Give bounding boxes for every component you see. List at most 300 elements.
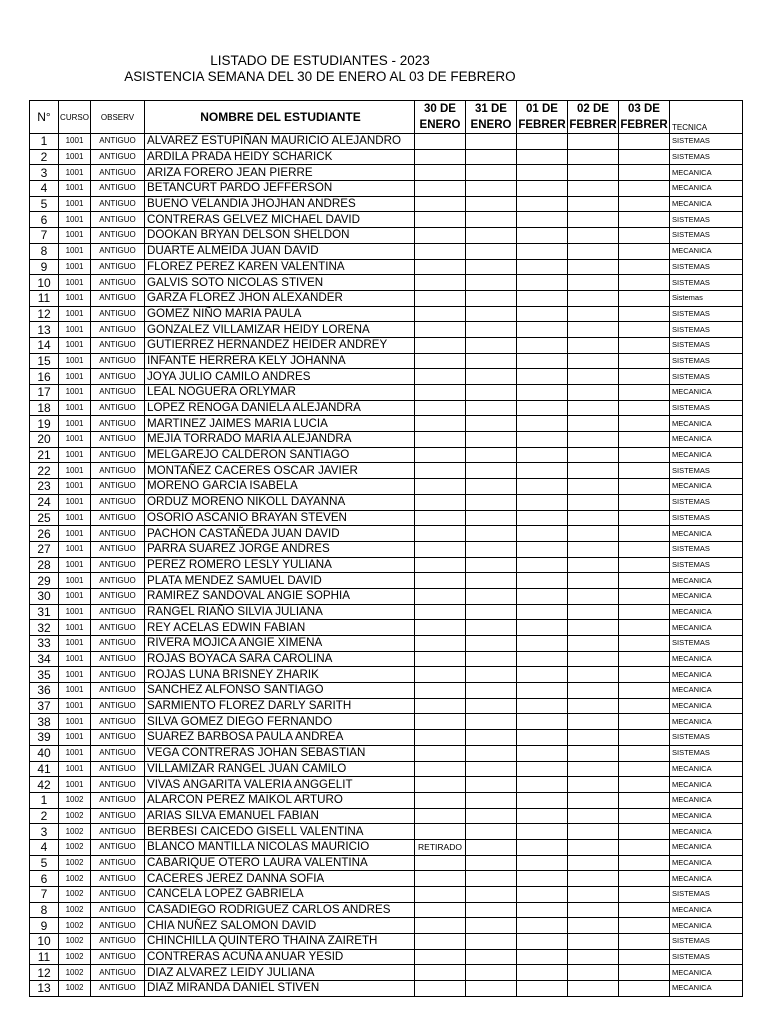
row-attendance-day-4 (568, 949, 619, 965)
row-attendance-day-5 (619, 369, 670, 385)
row-attendance-day-2 (466, 416, 517, 432)
row-attendance-day-3 (517, 243, 568, 259)
row-attendance-day-4 (568, 416, 619, 432)
row-curso: 1001 (59, 400, 91, 416)
row-curso: 1001 (59, 745, 91, 761)
row-attendance-day-4 (568, 181, 619, 197)
row-attendance-day-5 (619, 557, 670, 573)
row-observ: ANTIGUO (91, 290, 145, 306)
row-attendance-day-3 (517, 965, 568, 981)
row-number: 27 (30, 541, 59, 557)
row-tecnica: SISTEMAS (670, 510, 743, 526)
row-attendance-day-3 (517, 745, 568, 761)
row-curso: 1002 (59, 808, 91, 824)
row-attendance-day-1 (415, 730, 466, 746)
row-number: 9 (30, 918, 59, 934)
table-row (30, 714, 743, 730)
row-attendance-day-5 (619, 228, 670, 244)
row-tecnica: SISTEMAS (670, 494, 743, 510)
row-attendance-day-4 (568, 636, 619, 652)
row-observ: ANTIGUO (91, 902, 145, 918)
column-header-day-4 (568, 101, 619, 134)
row-curso: 1001 (59, 620, 91, 636)
row-attendance-day-3 (517, 871, 568, 887)
row-curso: 1002 (59, 934, 91, 950)
table-row (30, 636, 743, 652)
row-number: 2 (30, 808, 59, 824)
row-tecnica: MECANICA (670, 479, 743, 495)
row-tecnica: MECANICA (670, 761, 743, 777)
page-title: LISTADO DE ESTUDIANTES - 2023 (210, 53, 430, 68)
row-number: 8 (30, 902, 59, 918)
row-attendance-day-1 (415, 494, 466, 510)
row-tecnica: MECANICA (670, 620, 743, 636)
row-attendance-day-5 (619, 620, 670, 636)
row-tecnica: SISTEMAS (670, 887, 743, 903)
column-header-number: N° (30, 101, 59, 134)
row-attendance-day-5 (619, 447, 670, 463)
row-student-name: PARRA SUAREZ JORGE ANDRES (145, 541, 415, 557)
table-row (30, 761, 743, 777)
row-curso: 1001 (59, 447, 91, 463)
row-number: 3 (30, 824, 59, 840)
row-attendance-day-5 (619, 259, 670, 275)
row-number: 17 (30, 385, 59, 401)
row-number: 8 (30, 243, 59, 259)
row-attendance-day-3 (517, 165, 568, 181)
row-student-name: MELGAREJO CALDERON SANTIAGO (145, 447, 415, 463)
row-number: 14 (30, 337, 59, 353)
row-number: 4 (30, 839, 59, 855)
row-attendance-day-4 (568, 588, 619, 604)
row-attendance-day-1 (415, 510, 466, 526)
row-student-name: CANCELA LOPEZ GABRIELA (145, 887, 415, 903)
row-number: 16 (30, 369, 59, 385)
day-label-top: 30 DE (424, 103, 456, 115)
row-observ: ANTIGUO (91, 510, 145, 526)
table-row (30, 479, 743, 495)
row-tecnica: SISTEMAS (670, 275, 743, 291)
row-attendance-day-3 (517, 400, 568, 416)
row-attendance-day-3 (517, 588, 568, 604)
row-attendance-day-1 (415, 981, 466, 997)
column-header-curso: CURSO (59, 101, 91, 134)
row-observ: ANTIGUO (91, 808, 145, 824)
row-number: 32 (30, 620, 59, 636)
row-attendance-day-1 (415, 824, 466, 840)
row-observ: ANTIGUO (91, 777, 145, 793)
column-header-day-1 (415, 101, 466, 134)
row-student-name: DOOKAN BRYAN DELSON SHELDON (145, 228, 415, 244)
row-student-name: SARMIENTO FLOREZ DARLY SARITH (145, 698, 415, 714)
row-attendance-day-5 (619, 353, 670, 369)
table-row (30, 981, 743, 997)
row-attendance-day-3 (517, 369, 568, 385)
row-curso: 1001 (59, 714, 91, 730)
row-attendance-day-5 (619, 290, 670, 306)
row-curso: 1001 (59, 557, 91, 573)
row-curso: 1002 (59, 792, 91, 808)
table-row (30, 447, 743, 463)
row-attendance-day-4 (568, 322, 619, 338)
row-observ: ANTIGUO (91, 636, 145, 652)
row-number: 28 (30, 557, 59, 573)
row-curso: 1001 (59, 134, 91, 150)
row-curso: 1001 (59, 573, 91, 589)
row-number: 34 (30, 651, 59, 667)
row-attendance-day-2 (466, 918, 517, 934)
row-attendance-day-2 (466, 887, 517, 903)
row-attendance-day-3 (517, 839, 568, 855)
row-attendance-day-1 (415, 149, 466, 165)
row-attendance-day-1 (415, 322, 466, 338)
row-student-name: GUTIERREZ HERNANDEZ HEIDER ANDREY (145, 337, 415, 353)
row-attendance-day-1 (415, 934, 466, 950)
row-curso: 1001 (59, 541, 91, 557)
row-attendance-day-2 (466, 745, 517, 761)
row-attendance-day-4 (568, 447, 619, 463)
row-tecnica: MECANICA (670, 385, 743, 401)
row-attendance-day-2 (466, 447, 517, 463)
row-tecnica: SISTEMAS (670, 369, 743, 385)
row-tecnica: SISTEMAS (670, 934, 743, 950)
row-attendance-day-3 (517, 761, 568, 777)
row-curso: 1001 (59, 698, 91, 714)
row-attendance-day-4 (568, 777, 619, 793)
row-observ: ANTIGUO (91, 275, 145, 291)
row-observ: ANTIGUO (91, 557, 145, 573)
row-tecnica: MECANICA (670, 792, 743, 808)
table-row (30, 573, 743, 589)
row-attendance-day-2 (466, 149, 517, 165)
row-number: 5 (30, 196, 59, 212)
row-attendance-day-3 (517, 651, 568, 667)
row-attendance-day-3 (517, 212, 568, 228)
row-observ: ANTIGUO (91, 400, 145, 416)
row-attendance-day-4 (568, 651, 619, 667)
table-row (30, 541, 743, 557)
row-number: 21 (30, 447, 59, 463)
day-label-top: 31 DE (475, 103, 507, 115)
row-observ: ANTIGUO (91, 385, 145, 401)
row-curso: 1001 (59, 228, 91, 244)
row-attendance-day-1 (415, 400, 466, 416)
row-observ: ANTIGUO (91, 337, 145, 353)
row-observ: ANTIGUO (91, 965, 145, 981)
row-attendance-day-4 (568, 761, 619, 777)
row-attendance-day-4 (568, 275, 619, 291)
row-attendance-day-2 (466, 212, 517, 228)
row-number: 7 (30, 228, 59, 244)
row-number: 42 (30, 777, 59, 793)
row-attendance-day-2 (466, 306, 517, 322)
row-number: 41 (30, 761, 59, 777)
row-student-name: MARTINEZ JAIMES MARIA LUCIA (145, 416, 415, 432)
row-attendance-day-1 (415, 651, 466, 667)
row-attendance-day-1 (415, 887, 466, 903)
table-row (30, 667, 743, 683)
row-attendance-day-1 (415, 165, 466, 181)
row-curso: 1001 (59, 463, 91, 479)
row-curso: 1001 (59, 416, 91, 432)
row-student-name: PLATA MENDEZ SAMUEL DAVID (145, 573, 415, 589)
row-attendance-day-2 (466, 134, 517, 150)
row-observ: ANTIGUO (91, 463, 145, 479)
row-curso: 1001 (59, 259, 91, 275)
row-attendance-day-4 (568, 714, 619, 730)
row-attendance-day-5 (619, 385, 670, 401)
table-row (30, 259, 743, 275)
row-attendance-day-4 (568, 149, 619, 165)
column-header-day-5 (619, 101, 670, 134)
row-attendance-day-5 (619, 494, 670, 510)
table-row (30, 792, 743, 808)
row-number: 11 (30, 949, 59, 965)
row-attendance-day-3 (517, 416, 568, 432)
row-attendance-day-5 (619, 479, 670, 495)
day-label-top: 01 DE (526, 103, 558, 115)
row-curso: 1001 (59, 243, 91, 259)
row-attendance-day-3 (517, 714, 568, 730)
table-row (30, 918, 743, 934)
row-student-name: REY ACELAS EDWIN FABIAN (145, 620, 415, 636)
row-observ: ANTIGUO (91, 228, 145, 244)
table-row (30, 275, 743, 291)
row-attendance-day-2 (466, 604, 517, 620)
row-attendance-day-2 (466, 792, 517, 808)
row-observ: ANTIGUO (91, 134, 145, 150)
row-student-name: GARZA FLOREZ JHON ALEXANDER (145, 290, 415, 306)
table-row (30, 432, 743, 448)
row-observ: ANTIGUO (91, 714, 145, 730)
table-row (30, 965, 743, 981)
row-attendance-day-2 (466, 777, 517, 793)
table-row (30, 369, 743, 385)
row-attendance-day-5 (619, 887, 670, 903)
row-curso: 1001 (59, 730, 91, 746)
row-attendance-day-2 (466, 463, 517, 479)
row-attendance-day-4 (568, 541, 619, 557)
row-attendance-day-3 (517, 573, 568, 589)
row-attendance-day-1 (415, 698, 466, 714)
row-curso: 1001 (59, 651, 91, 667)
row-number: 30 (30, 588, 59, 604)
row-attendance-day-1 (415, 447, 466, 463)
row-curso: 1001 (59, 353, 91, 369)
row-attendance-day-5 (619, 965, 670, 981)
table-row (30, 588, 743, 604)
row-attendance-day-3 (517, 730, 568, 746)
row-observ: ANTIGUO (91, 698, 145, 714)
row-curso: 1001 (59, 761, 91, 777)
row-attendance-day-1 (415, 714, 466, 730)
row-curso: 1001 (59, 667, 91, 683)
row-attendance-day-1 (415, 808, 466, 824)
table-row (30, 949, 743, 965)
row-attendance-day-3 (517, 855, 568, 871)
row-student-name: ALARCON PEREZ MAIKOL ARTURO (145, 792, 415, 808)
row-attendance-day-4 (568, 902, 619, 918)
row-curso: 1002 (59, 855, 91, 871)
row-tecnica: SISTEMAS (670, 745, 743, 761)
row-observ: ANTIGUO (91, 949, 145, 965)
row-attendance-day-2 (466, 698, 517, 714)
row-tecnica: MECANICA (670, 824, 743, 840)
row-attendance-day-4 (568, 871, 619, 887)
row-attendance-day-4 (568, 745, 619, 761)
row-tecnica: SISTEMAS (670, 400, 743, 416)
row-observ: ANTIGUO (91, 588, 145, 604)
row-attendance-day-4 (568, 604, 619, 620)
row-attendance-day-4 (568, 134, 619, 150)
row-attendance-day-1 (415, 306, 466, 322)
row-observ: ANTIGUO (91, 432, 145, 448)
row-attendance-day-1 (415, 871, 466, 887)
row-number: 19 (30, 416, 59, 432)
row-attendance-day-2 (466, 636, 517, 652)
row-attendance-day-4 (568, 337, 619, 353)
row-student-name: CABARIQUE OTERO LAURA VALENTINA (145, 855, 415, 871)
row-attendance-day-3 (517, 447, 568, 463)
row-attendance-day-2 (466, 902, 517, 918)
table-row (30, 385, 743, 401)
row-attendance-day-2 (466, 981, 517, 997)
row-student-name: ARIAS SILVA EMANUEL FABIAN (145, 808, 415, 824)
row-attendance-day-2 (466, 181, 517, 197)
row-attendance-day-1 (415, 604, 466, 620)
row-attendance-day-3 (517, 353, 568, 369)
row-attendance-day-1 (415, 275, 466, 291)
row-tecnica: SISTEMAS (670, 463, 743, 479)
row-attendance-day-5 (619, 667, 670, 683)
row-observ: ANTIGUO (91, 573, 145, 589)
row-attendance-day-4 (568, 243, 619, 259)
row-student-name: CHIA NUÑEZ SALOMON DAVID (145, 918, 415, 934)
row-attendance-day-2 (466, 588, 517, 604)
row-attendance-day-4 (568, 400, 619, 416)
row-curso: 1001 (59, 275, 91, 291)
row-attendance-day-5 (619, 541, 670, 557)
row-attendance-day-3 (517, 181, 568, 197)
table-body (30, 134, 743, 997)
table-row (30, 730, 743, 746)
row-tecnica: Sistemas (670, 290, 743, 306)
row-attendance-day-5 (619, 808, 670, 824)
row-observ: ANTIGUO (91, 855, 145, 871)
row-attendance-day-1 (415, 965, 466, 981)
row-attendance-day-4 (568, 494, 619, 510)
table-row (30, 400, 743, 416)
row-curso: 1001 (59, 683, 91, 699)
row-observ: ANTIGUO (91, 416, 145, 432)
row-attendance-day-3 (517, 981, 568, 997)
row-attendance-day-3 (517, 149, 568, 165)
row-curso: 1001 (59, 290, 91, 306)
row-student-name: SANCHEZ ALFONSO SANTIAGO (145, 683, 415, 699)
row-observ: ANTIGUO (91, 526, 145, 542)
row-number: 26 (30, 526, 59, 542)
row-curso: 1002 (59, 839, 91, 855)
row-curso: 1001 (59, 306, 91, 322)
row-student-name: VIVAS ANGARITA VALERIA ANGGELIT (145, 777, 415, 793)
row-student-name: MONTAÑEZ CACERES OSCAR JAVIER (145, 463, 415, 479)
row-tecnica: SISTEMAS (670, 730, 743, 746)
row-number: 36 (30, 683, 59, 699)
row-tecnica: MECANICA (670, 981, 743, 997)
row-student-name: BUENO VELANDIA JHOJHAN ANDRES (145, 196, 415, 212)
row-attendance-day-5 (619, 683, 670, 699)
table-row (30, 165, 743, 181)
row-student-name: GOMEZ NIÑO MARIA PAULA (145, 306, 415, 322)
row-attendance-day-3 (517, 918, 568, 934)
row-curso: 1001 (59, 369, 91, 385)
row-attendance-day-1 (415, 761, 466, 777)
day-label-bottom: FEBRER (518, 119, 566, 131)
row-tecnica: SISTEMAS (670, 353, 743, 369)
row-student-name: VILLAMIZAR RANGEL JUAN CAMILO (145, 761, 415, 777)
table-row (30, 698, 743, 714)
row-curso: 1001 (59, 604, 91, 620)
row-tecnica: MECANICA (670, 573, 743, 589)
row-tecnica: MECANICA (670, 714, 743, 730)
row-attendance-day-4 (568, 792, 619, 808)
row-attendance-day-3 (517, 494, 568, 510)
table-row (30, 290, 743, 306)
row-number: 37 (30, 698, 59, 714)
row-attendance-day-5 (619, 134, 670, 150)
day-label-bottom: FEBRER (569, 119, 617, 131)
row-tecnica: MECANICA (670, 839, 743, 855)
row-attendance-day-3 (517, 667, 568, 683)
table-row (30, 604, 743, 620)
row-curso: 1001 (59, 149, 91, 165)
row-attendance-day-5 (619, 636, 670, 652)
row-student-name: BERBESI CAICEDO GISELL VALENTINA (145, 824, 415, 840)
row-number: 13 (30, 322, 59, 338)
row-observ: ANTIGUO (91, 479, 145, 495)
table-row (30, 181, 743, 197)
row-attendance-day-2 (466, 228, 517, 244)
row-observ: ANTIGUO (91, 934, 145, 950)
row-number: 6 (30, 212, 59, 228)
row-observ: ANTIGUO (91, 259, 145, 275)
table-row (30, 322, 743, 338)
row-attendance-day-3 (517, 259, 568, 275)
row-attendance-day-2 (466, 165, 517, 181)
row-attendance-day-3 (517, 934, 568, 950)
table-row (30, 839, 743, 855)
row-attendance-day-5 (619, 463, 670, 479)
row-attendance-day-3 (517, 949, 568, 965)
row-attendance-day-5 (619, 918, 670, 934)
row-tecnica: MECANICA (670, 416, 743, 432)
row-attendance-day-5 (619, 149, 670, 165)
row-attendance-day-3 (517, 134, 568, 150)
row-attendance-day-4 (568, 510, 619, 526)
row-number: 12 (30, 965, 59, 981)
row-attendance-day-3 (517, 306, 568, 322)
row-attendance-day-4 (568, 369, 619, 385)
row-observ: ANTIGUO (91, 887, 145, 903)
row-attendance-day-5 (619, 181, 670, 197)
row-student-name: RIVERA MOJICA ANGIE XIMENA (145, 636, 415, 652)
row-attendance-day-1 (415, 557, 466, 573)
row-attendance-day-3 (517, 479, 568, 495)
row-curso: 1001 (59, 588, 91, 604)
row-number: 24 (30, 494, 59, 510)
row-attendance-day-2 (466, 275, 517, 291)
row-tecnica: MECANICA (670, 588, 743, 604)
